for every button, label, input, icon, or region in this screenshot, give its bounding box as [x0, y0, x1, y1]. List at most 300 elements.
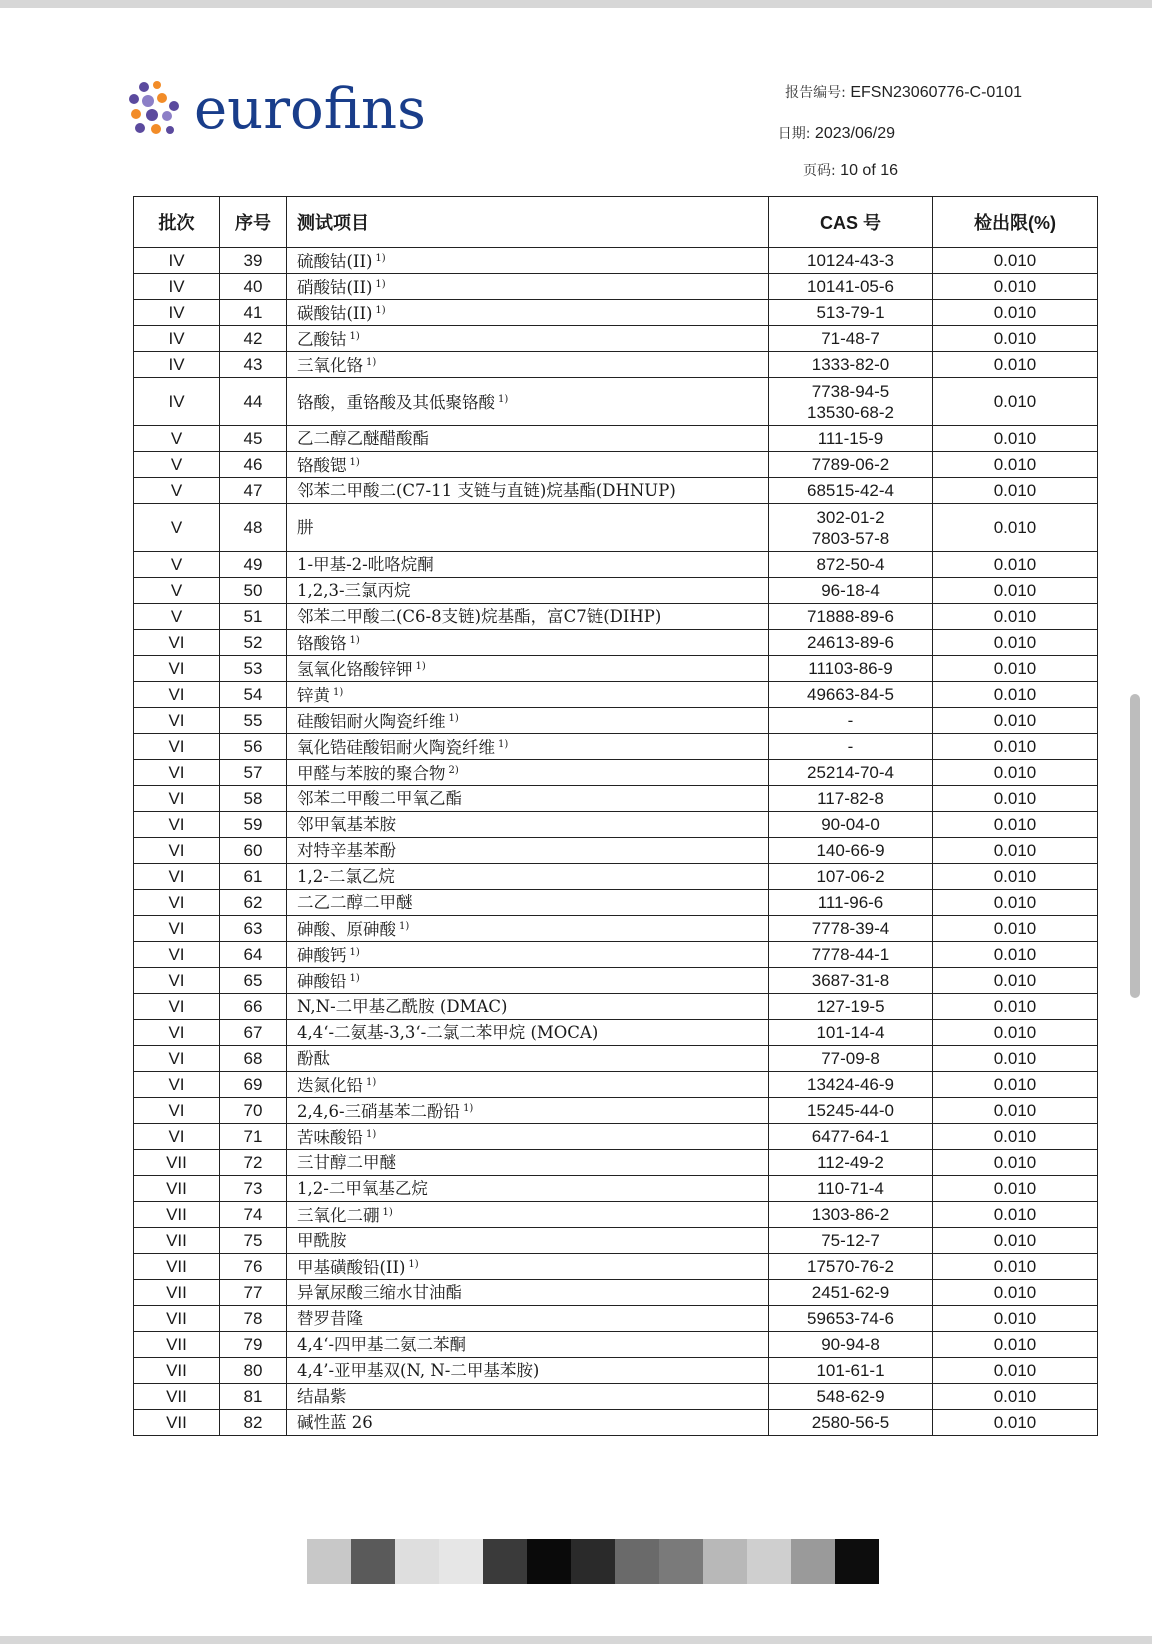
table-row [134, 1280, 1098, 1306]
cas-number: 90-04-0 [821, 815, 880, 834]
table-row [134, 604, 1098, 630]
cell-detection-limit: 0.010 [933, 578, 1098, 604]
eurofins-logo-icon [126, 79, 188, 141]
cell-test-item [287, 708, 769, 734]
cell-detection-limit: 0.010 [933, 786, 1098, 812]
cell-detection-limit: 0.010 [933, 630, 1098, 656]
cell-test-item [287, 1072, 769, 1098]
cell-detection-limit: 0.010 [933, 916, 1098, 942]
footnote-marker: 1) [333, 687, 344, 698]
cell-batch: V [134, 452, 220, 478]
cell-detection-limit: 0.010 [933, 942, 1098, 968]
cell-batch: VII [134, 1280, 220, 1306]
cell-number: 44 [220, 378, 287, 426]
footnote-marker: 1) [463, 1103, 474, 1114]
table-row [134, 630, 1098, 656]
cell-batch: VII [134, 1358, 220, 1384]
cell-cas [769, 274, 933, 300]
page-edge-top [0, 0, 1152, 8]
footnote-marker: 1) [366, 357, 377, 368]
test-item-name: 肼 [297, 517, 314, 537]
table-row [134, 326, 1098, 352]
cell-number: 68 [220, 1046, 287, 1072]
cas-number: 140-66-9 [816, 841, 885, 860]
cell-number: 58 [220, 786, 287, 812]
cell-cas [769, 734, 933, 760]
cell-test-item [287, 552, 769, 578]
test-item-name: 三氧化二硼 [297, 1206, 380, 1225]
cell-test-item [287, 864, 769, 890]
cell-test-item [287, 760, 769, 786]
cell-cas [769, 1124, 933, 1150]
cell-number: 79 [220, 1332, 287, 1358]
redaction-block [659, 1539, 703, 1584]
cell-test-item [287, 682, 769, 708]
table-row [134, 812, 1098, 838]
cell-test-item [287, 1046, 769, 1072]
cell-cas [769, 760, 933, 786]
cell-test-item [287, 838, 769, 864]
cell-number: 40 [220, 274, 287, 300]
cas-number: 25214-70-4 [807, 763, 894, 782]
cell-number: 77 [220, 1280, 287, 1306]
table-row [134, 760, 1098, 786]
cell-number: 59 [220, 812, 287, 838]
redaction-block [483, 1539, 527, 1584]
cell-detection-limit: 0.010 [933, 378, 1098, 426]
cell-cas [769, 352, 933, 378]
redacted-signature-block [307, 1539, 879, 1584]
redaction-block [439, 1539, 483, 1584]
cas-number: 1303-86-2 [811, 1205, 890, 1224]
table-row [134, 1202, 1098, 1228]
cas-number: 7803-57-8 [811, 528, 890, 548]
cell-test-item [287, 786, 769, 812]
cell-cas [769, 1098, 933, 1124]
table-row [134, 478, 1098, 504]
cell-detection-limit: 0.010 [933, 504, 1098, 552]
cas-number: 302-01-2 [816, 507, 885, 527]
cas-number: 90-94-8 [821, 1335, 880, 1354]
cas-number: - [847, 737, 854, 756]
cell-cas [769, 300, 933, 326]
cell-number: 74 [220, 1202, 287, 1228]
cell-detection-limit: 0.010 [933, 478, 1098, 504]
cell-batch: VI [134, 656, 220, 682]
table-row [134, 578, 1098, 604]
cell-detection-limit: 0.010 [933, 552, 1098, 578]
cell-detection-limit: 0.010 [933, 968, 1098, 994]
cell-test-item [287, 1280, 769, 1306]
cell-cas [769, 1150, 933, 1176]
cas-number: 7789-06-2 [811, 455, 890, 474]
cell-batch: V [134, 426, 220, 452]
cell-cas [769, 864, 933, 890]
test-item-name: 邻甲氧基苯胺 [297, 814, 396, 834]
cell-batch: VI [134, 708, 220, 734]
cell-test-item [287, 1228, 769, 1254]
cell-test-item [287, 1306, 769, 1332]
scrollbar-thumb[interactable] [1130, 694, 1140, 998]
cell-cas [769, 478, 933, 504]
test-item-name: 酚酞 [297, 1048, 330, 1068]
cell-batch: VII [134, 1384, 220, 1410]
cell-number: 72 [220, 1150, 287, 1176]
cell-test-item [287, 578, 769, 604]
cell-test-item [287, 1358, 769, 1384]
cell-number: 63 [220, 916, 287, 942]
cell-cas [769, 890, 933, 916]
cell-cas [769, 942, 933, 968]
cell-number: 47 [220, 478, 287, 504]
eurofins-logo [126, 78, 426, 142]
redaction-block [615, 1539, 659, 1584]
cell-batch: VII [134, 1254, 220, 1280]
test-item-name: N,N-二甲基乙酰胺 (DMAC) [297, 996, 508, 1016]
cell-detection-limit: 0.010 [933, 1358, 1098, 1384]
test-item-name: 碱性蓝 26 [297, 1412, 373, 1432]
footnote-marker: 1) [448, 713, 459, 724]
cell-batch: VI [134, 682, 220, 708]
cas-number: 11103-86-9 [808, 659, 893, 678]
cas-number: 112-49-2 [817, 1153, 884, 1172]
table-header-row [134, 197, 1098, 248]
redaction-block [835, 1539, 879, 1584]
cell-number: 42 [220, 326, 287, 352]
test-item-name: 砷酸钙 [297, 946, 347, 965]
cell-test-item [287, 478, 769, 504]
cell-number: 39 [220, 248, 287, 274]
table-row [134, 1358, 1098, 1384]
cell-cas [769, 708, 933, 734]
cell-cas [769, 1046, 933, 1072]
cell-cas [769, 326, 933, 352]
table-row [134, 452, 1098, 478]
cell-cas [769, 248, 933, 274]
test-item-name: 砷酸、原砷酸 [297, 920, 396, 939]
page-number: 页码: 10 of 16 [803, 162, 898, 179]
footnote-marker: 1) [349, 635, 360, 646]
test-item-name: 氧化锆硅酸铝耐火陶瓷纤维 [297, 738, 495, 757]
cell-test-item [287, 504, 769, 552]
cell-batch: IV [134, 300, 220, 326]
cell-test-item [287, 1332, 769, 1358]
cell-detection-limit: 0.010 [933, 1124, 1098, 1150]
cell-detection-limit: 0.010 [933, 760, 1098, 786]
cas-number: 75-12-7 [821, 1231, 880, 1250]
cas-number: 71888-89-6 [807, 607, 894, 626]
cell-test-item [287, 968, 769, 994]
cell-detection-limit: 0.010 [933, 734, 1098, 760]
table-row [134, 552, 1098, 578]
cas-number: 71-48-7 [821, 329, 880, 348]
cell-number: 56 [220, 734, 287, 760]
test-item-name: 4,4‘-四甲基二氨二苯酮 [297, 1334, 467, 1354]
cell-batch: VI [134, 1124, 220, 1150]
cas-number: 7778-39-4 [811, 919, 890, 938]
cell-batch: VI [134, 942, 220, 968]
cas-number: 111-96-6 [817, 893, 884, 912]
test-item-name: 1-甲基-2-吡咯烷酮 [297, 554, 434, 574]
cas-number: 101-61-1 [816, 1361, 885, 1380]
cell-detection-limit: 0.010 [933, 1306, 1098, 1332]
redaction-block [307, 1539, 351, 1584]
redaction-block [703, 1539, 747, 1584]
cell-cas [769, 1332, 933, 1358]
cell-test-item [287, 248, 769, 274]
cell-batch: V [134, 578, 220, 604]
cell-batch: VI [134, 864, 220, 890]
test-item-name: 砷酸铅 [297, 972, 347, 991]
cell-cas [769, 578, 933, 604]
test-items-table [133, 196, 1098, 1436]
test-item-name: 甲基磺酸铅(II) [297, 1258, 406, 1277]
cell-test-item [287, 916, 769, 942]
cell-batch: VI [134, 1072, 220, 1098]
cell-batch: VI [134, 786, 220, 812]
table-row [134, 1332, 1098, 1358]
cell-batch: IV [134, 326, 220, 352]
table-row [134, 656, 1098, 682]
redaction-block [395, 1539, 439, 1584]
cas-number: 7738-94-5 [811, 381, 890, 401]
footnote-marker: 1) [349, 947, 360, 958]
table-row [134, 838, 1098, 864]
cell-number: 55 [220, 708, 287, 734]
cell-cas [769, 1202, 933, 1228]
cell-batch: VII [134, 1202, 220, 1228]
table-row [134, 1254, 1098, 1280]
cell-number: 41 [220, 300, 287, 326]
cas-number: 77-09-8 [821, 1049, 880, 1068]
cell-number: 62 [220, 890, 287, 916]
cas-number: 59653-74-6 [807, 1309, 894, 1328]
table-row [134, 1384, 1098, 1410]
cell-cas [769, 630, 933, 656]
test-item-name: 1,2-二甲氧基乙烷 [297, 1178, 428, 1198]
cell-number: 70 [220, 1098, 287, 1124]
cell-cas [769, 1306, 933, 1332]
cas-number: 513-79-1 [816, 303, 885, 322]
cell-batch: VI [134, 890, 220, 916]
footnote-marker: 1) [408, 1259, 419, 1270]
cell-number: 73 [220, 1176, 287, 1202]
test-item-name: 1,2,3-三氯丙烷 [297, 580, 411, 600]
cas-number: 13530-68-2 [807, 402, 894, 422]
test-item-name: 铬酸锶 [297, 456, 347, 475]
table-row [134, 300, 1098, 326]
cell-batch: VI [134, 630, 220, 656]
cell-test-item [287, 1384, 769, 1410]
cas-number: 24613-89-6 [807, 633, 894, 652]
footnote-marker: 1) [399, 921, 410, 932]
footnote-marker: 1) [349, 973, 360, 984]
cell-test-item [287, 994, 769, 1020]
test-item-name: 硝酸钴(II) [297, 278, 373, 297]
cell-detection-limit: 0.010 [933, 994, 1098, 1020]
cas-number: 49663-84-5 [807, 685, 894, 704]
test-item-name: 迭氮化铅 [297, 1076, 363, 1095]
cas-number: 110-71-4 [817, 1179, 884, 1198]
cas-number: 15245-44-0 [807, 1101, 894, 1120]
table-row [134, 248, 1098, 274]
cell-batch: VI [134, 994, 220, 1020]
cell-batch: IV [134, 274, 220, 300]
cell-number: 61 [220, 864, 287, 890]
header-detection-limit: 检出限(%) [933, 197, 1098, 248]
table-row [134, 994, 1098, 1020]
cell-number: 71 [220, 1124, 287, 1150]
header-number: 序号 [220, 197, 287, 248]
cell-number: 53 [220, 656, 287, 682]
cell-test-item [287, 378, 769, 426]
table-row [134, 682, 1098, 708]
table-row [134, 274, 1098, 300]
test-item-name: 2,4,6-三硝基苯二酚铅 [297, 1102, 461, 1121]
test-item-name: 4,4’-亚甲基双(N, N-二甲基苯胺) [297, 1360, 540, 1380]
cas-number: 1333-82-0 [811, 355, 890, 374]
page-edge-bottom [0, 1636, 1152, 1644]
cell-batch: VI [134, 916, 220, 942]
cell-detection-limit: 0.010 [933, 1176, 1098, 1202]
cell-detection-limit: 0.010 [933, 1072, 1098, 1098]
cell-batch: VI [134, 1098, 220, 1124]
cas-number: 96-18-4 [821, 581, 880, 600]
cas-number: 2580-56-5 [811, 1413, 890, 1432]
cas-number: 10141-05-6 [807, 277, 894, 296]
test-item-name: 1,2-二氯乙烷 [297, 866, 395, 886]
cell-cas [769, 1020, 933, 1046]
table-row [134, 942, 1098, 968]
cell-detection-limit: 0.010 [933, 864, 1098, 890]
cell-detection-limit: 0.010 [933, 890, 1098, 916]
cell-cas [769, 552, 933, 578]
footnote-marker: 1) [366, 1129, 377, 1140]
cell-number: 66 [220, 994, 287, 1020]
test-item-name: 甲醛与苯胺的聚合物 [297, 764, 446, 783]
cell-test-item [287, 890, 769, 916]
cell-test-item [287, 1150, 769, 1176]
redaction-block [747, 1539, 791, 1584]
test-item-name: 铬酸铬 [297, 634, 347, 653]
cell-number: 67 [220, 1020, 287, 1046]
cell-cas [769, 812, 933, 838]
cas-number: 548-62-9 [816, 1387, 885, 1406]
cell-batch: VII [134, 1176, 220, 1202]
header-test-item: 测试项目 [287, 197, 769, 248]
cell-number: 82 [220, 1410, 287, 1436]
cell-batch: VII [134, 1306, 220, 1332]
table-row [134, 1124, 1098, 1150]
cell-detection-limit: 0.010 [933, 656, 1098, 682]
test-item-name: 硫酸钴(II) [297, 252, 373, 271]
cell-test-item [287, 1098, 769, 1124]
cell-detection-limit: 0.010 [933, 1150, 1098, 1176]
cell-cas [769, 504, 933, 552]
table-row [134, 1176, 1098, 1202]
table-row [134, 1228, 1098, 1254]
cas-number: 10124-43-3 [807, 251, 894, 270]
cas-number: 17570-76-2 [807, 1257, 894, 1276]
cell-batch: VII [134, 1228, 220, 1254]
test-item-name: 乙酸钴 [297, 330, 347, 349]
test-item-name: 氢氧化铬酸锌钾 [297, 660, 413, 679]
cell-cas [769, 426, 933, 452]
cell-test-item [287, 1124, 769, 1150]
cell-cas [769, 378, 933, 426]
cell-cas [769, 1280, 933, 1306]
test-item-name: 结晶紫 [297, 1386, 347, 1406]
cell-batch: VI [134, 838, 220, 864]
cell-number: 60 [220, 838, 287, 864]
cell-test-item [287, 734, 769, 760]
cas-number: 13424-46-9 [807, 1075, 894, 1094]
redaction-block [351, 1539, 395, 1584]
cas-number: 111-15-9 [817, 429, 884, 448]
cell-detection-limit: 0.010 [933, 838, 1098, 864]
cas-number: 7778-44-1 [811, 945, 890, 964]
cell-detection-limit: 0.010 [933, 426, 1098, 452]
cell-batch: VII [134, 1150, 220, 1176]
cell-detection-limit: 0.010 [933, 326, 1098, 352]
cell-number: 76 [220, 1254, 287, 1280]
cell-batch: VI [134, 1046, 220, 1072]
cell-cas [769, 656, 933, 682]
cell-detection-limit: 0.010 [933, 1332, 1098, 1358]
cell-detection-limit: 0.010 [933, 1098, 1098, 1124]
cell-test-item [287, 1410, 769, 1436]
cell-detection-limit: 0.010 [933, 300, 1098, 326]
report-date-value: 2023/06/29 [814, 125, 895, 142]
test-item-name: 三氧化铬 [297, 356, 363, 375]
cell-number: 43 [220, 352, 287, 378]
cell-detection-limit: 0.010 [933, 352, 1098, 378]
cell-test-item [287, 300, 769, 326]
footnote-marker: 1) [375, 305, 386, 316]
test-item-name: 邻苯二甲酸二(C7-11 支链与直链)烷基酯(DHNUP) [297, 480, 676, 500]
cell-detection-limit: 0.010 [933, 1410, 1098, 1436]
cell-detection-limit: 0.010 [933, 1202, 1098, 1228]
test-item-name: 二乙二醇二甲醚 [297, 892, 413, 912]
test-item-name: 碳酸钴(II) [297, 304, 373, 323]
report-date: 日期: 2023/06/29 [777, 125, 895, 142]
cell-number: 51 [220, 604, 287, 630]
test-item-name: 锌黄 [297, 686, 330, 705]
table-row [134, 916, 1098, 942]
table-row [134, 786, 1098, 812]
table-row [134, 1072, 1098, 1098]
cell-number: 64 [220, 942, 287, 968]
cell-batch: VI [134, 1020, 220, 1046]
cell-detection-limit: 0.010 [933, 274, 1098, 300]
cell-batch: V [134, 504, 220, 552]
footnote-marker: 1) [375, 279, 386, 290]
cell-test-item [287, 326, 769, 352]
cell-cas [769, 682, 933, 708]
table-row [134, 968, 1098, 994]
header-cas: CAS 号 [769, 197, 933, 248]
table-row [134, 504, 1098, 552]
cell-cas [769, 968, 933, 994]
footnote-marker: 1) [375, 253, 386, 264]
table-row [134, 1046, 1098, 1072]
footnote-marker: 1) [498, 394, 509, 405]
table-row [134, 1098, 1098, 1124]
footnote-marker: 1) [382, 1207, 393, 1218]
cell-detection-limit: 0.010 [933, 1228, 1098, 1254]
cell-detection-limit: 0.010 [933, 1254, 1098, 1280]
cell-batch: VII [134, 1332, 220, 1358]
